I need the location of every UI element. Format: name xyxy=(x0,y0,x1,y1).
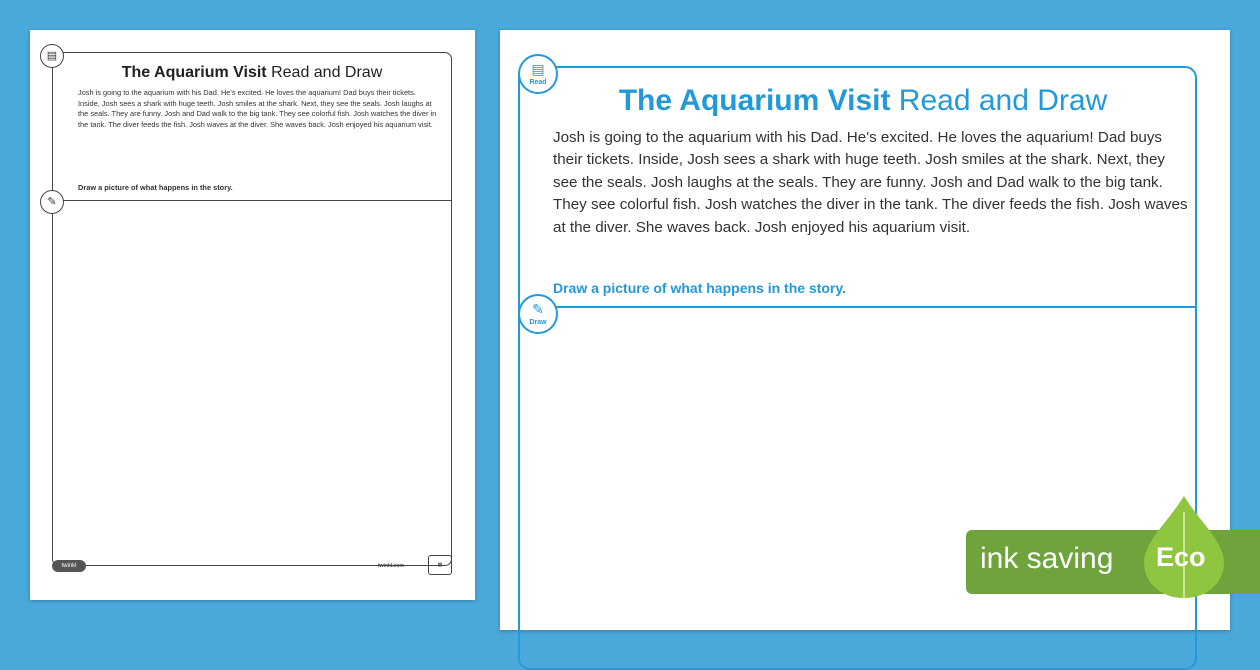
book-icon: ▤ xyxy=(531,61,545,77)
thumbnail-prompt: Draw a picture of what happens in the story. xyxy=(78,183,233,192)
twinkl-logo: twinkl xyxy=(52,560,86,572)
draw-icon xyxy=(518,294,558,334)
thumbnail-sheet[interactable] xyxy=(30,30,475,600)
ink-saving-text: ink saving xyxy=(980,542,1114,575)
draw-icon-label: Draw xyxy=(529,319,547,326)
pencil-icon: ✎ xyxy=(532,301,544,317)
draw-prompt: Draw a picture of what happens in the story. xyxy=(553,280,847,296)
book-icon: ▤ xyxy=(40,44,64,68)
preview-divider xyxy=(518,306,1196,308)
thumbnail-title: The Aquarium Visit Read and Draw xyxy=(121,64,383,81)
thumbnail-divider xyxy=(52,200,452,201)
thumbnail-story: Josh is going to the aquarium with his Dad. He's excited. He loves the aquarium! Dad buys their tickets. Inside, Josh sees a shark with huge teeth. Josh smiles at the shark. Next, they see the seals. Josh laughs at the seals. They are funny. Josh and Dad walk to the big tank. They see colorful fish. Josh watches the diver in the tank. The diver feeds the fish. Josh waves at the diver. She waves back. Josh enjoyed his aquarium visit. xyxy=(78,88,437,129)
read-icon-label: Read xyxy=(529,79,547,86)
eco-label: Eco xyxy=(1156,542,1206,572)
footer-badge-icon: ▦ xyxy=(428,555,452,575)
story-text: Josh is going to the aquarium with his Dad. He's excited. He loves the aquarium! Dad buys their tickets. Inside, Josh sees a shark with huge teeth. Josh smiles at the shark. Next, they see the seals. Josh laughs at the seals. They are funny. Josh and Dad walk to the big tank. They see colorful fish. Josh watches the diver in the tank. The diver feeds the fish. Josh waves at the diver. She waves back. Josh enjoyed his aquarium visit. xyxy=(553,129,1188,236)
pencil-icon: ✎ xyxy=(40,190,64,214)
footer-url: twinkl.com xyxy=(378,563,404,569)
worksheet-title: The Aquarium Visit Read and Draw xyxy=(618,84,1108,117)
